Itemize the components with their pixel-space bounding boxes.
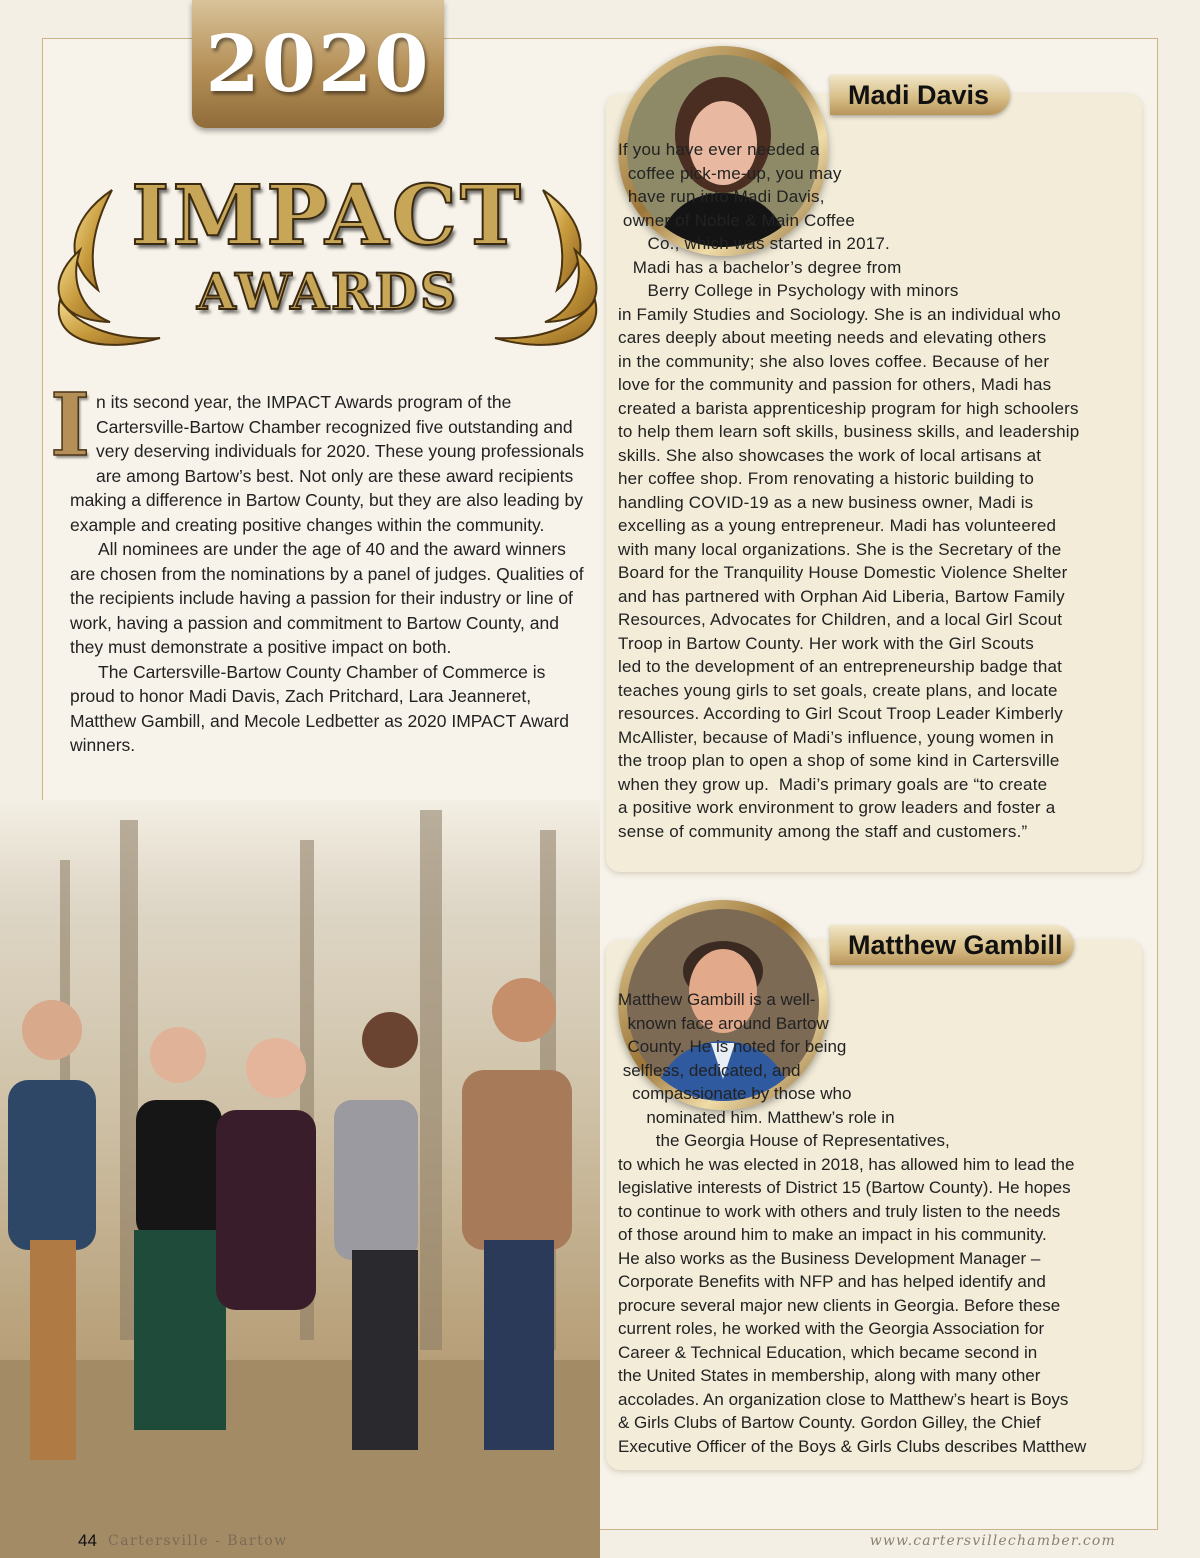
logo-awards-word: AWARDS xyxy=(196,262,459,321)
group-photo-illustration xyxy=(0,800,600,1558)
magazine-name: Cartersville - Bartow xyxy=(108,1533,288,1549)
page-number: 44 xyxy=(78,1531,97,1550)
year-label: 2020 xyxy=(205,18,431,110)
matthew-gambill-bio: Matthew Gambill is a well- known face around Bartow County. He is noted for being selfless, dedicated, and compassionate by those who nominated him. Matthew’s role in the Georgia House of Representatives, to which he was elected in 2018, has allowed him to lead the legislative interests of District 15 (Bartow County). He hopes to continue to work with others and truly listen to the needs of those around him to make an impact in his community. He also works as the Business Development Manager – Corporate Benefits with NFP and has helped identify and procure several major new clients in Georgia. Before these current roles, he worked with the Georgia Association for Career & Technical Education, which became second in the United States in membership, along with many other accolades. An organization close to Matthew’s heart is Boys & Girls Clubs of Bartow County. Gordon Gilley, the Chief Executive Officer of the Boys & Girls Clubs describes Matthew xyxy=(618,990,1087,1456)
madi-davis-bio: If you have ever needed a coffee pick-me-up, you may have run into Madi Davis, owner of Noble & Main Coffee Co., which was started in 2017. Madi has a bachelor’s degree from Berry College in Psychology with minors in Family Studies and Sociology. She is an individual who cares deeply about meeting needs and elevating others in the community; she also loves coffee. Because of her love for the community and passion for others, Madi has created a barista apprenticeship program for high schoolers to help them learn soft skills, business skills, and leadership skills. She also showcases the work of local artisans at her coffee shop. From renovating a historic building to handling COVID-19 as a new business owner, Madi is excelling as a young entrepreneur. Madi has volunteered with many local organizations. She is the Secretary of the Board for the Tranquility House Domestic Violence Shelter and has partnered with Orphan Aid Liberia, Bartow Family Resources, Advocates for Children, and a local Girl Scout Troop in Bartow County. Her work with the Girl Scouts led to the development of an entrepreneurship badge that teaches young girls to set goals, create plans, and locate resources. According to Girl Scout Troop Leader Kimberly McAllister, because of Madi’s influence, young women in the troop plan to open a shop of some kind in Cartersville when they grow up. Madi’s primary goals are “to create a positive work environment to grow leaders and foster a sense of community among the staff and customers.” xyxy=(618,140,1080,841)
group-photo xyxy=(0,800,600,1558)
impact-awards-logo xyxy=(40,150,615,375)
intro-paragraph-2: All nominees are under the age of 40 and the award winners are chosen from the nominations by a panel of judges. Qualities of the recipients include having a passion for their industry or line of work, having a passion and commitment to Bartow County, and they must demonstrate a positive impact on both. xyxy=(70,539,584,657)
website-url: www.cartersvillechamber.com xyxy=(869,1533,1116,1549)
matthew-gambill-name-tab: Matthew Gambill xyxy=(830,925,1074,965)
intro-paragraph-3: The Cartersville-Bartow County Chamber of Commerce is proud to honor Madi Davis, Zach Pritchard, Lara Jeanneret, Matthew Gambill, and Mecole Ledbetter as 2020 IMPACT Award winners. xyxy=(70,661,570,755)
logo-impact-word: IMPACT xyxy=(131,168,524,264)
madi-davis-name-tab: Madi Davis xyxy=(830,75,1010,115)
intro-paragraph-1: I n its second year, the IMPACT Awards program of the Cartersville-Bartow Chamber recognized five outstanding and very deserving individuals for 2020. These young professionals are among Bartow’s best. Not only are these award recipients making a difference in Bartow County, but they are also leading by example and creating positive changes within the community. xyxy=(50,375,585,535)
year-banner xyxy=(192,0,444,128)
drop-cap: I xyxy=(50,375,91,476)
intro-article xyxy=(50,375,585,758)
